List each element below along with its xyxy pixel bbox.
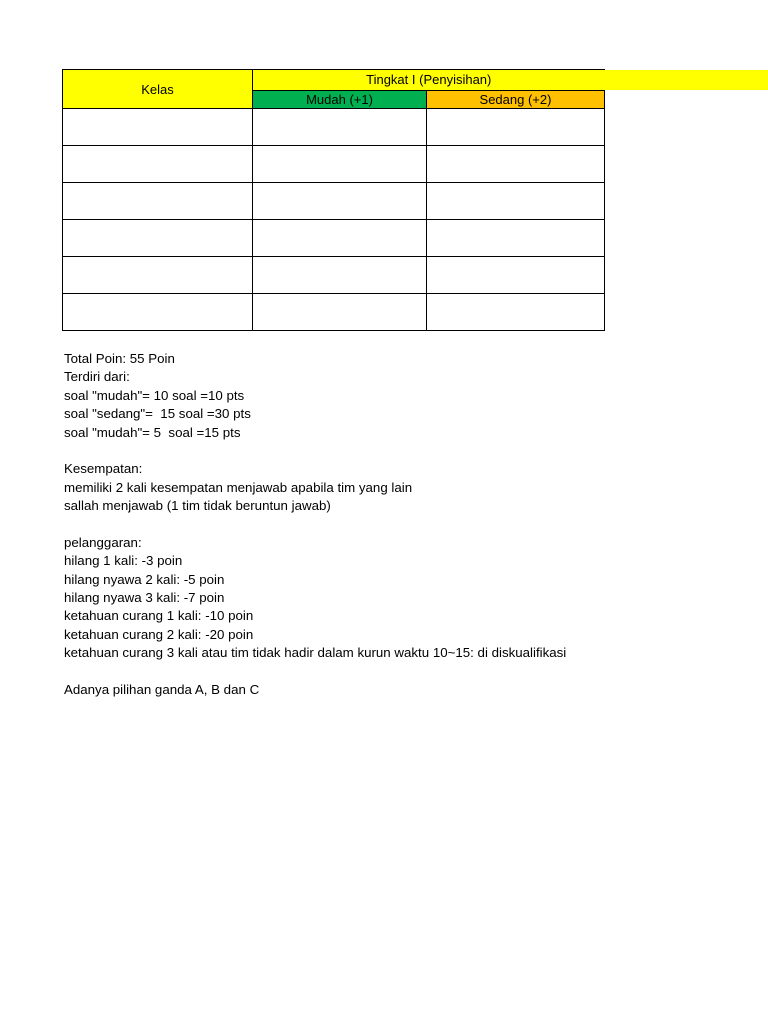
note-line: hilang 1 kali: -3 poin [64, 553, 183, 569]
note-line: Terdiri dari: [64, 369, 130, 385]
cell-sedang [427, 294, 605, 331]
cell-sedang [427, 146, 605, 183]
note-line: soal "mudah"= 10 soal =10 pts [64, 387, 245, 403]
table-row [63, 146, 605, 183]
note-line: hilang nyawa 3 kali: -7 poin [64, 590, 225, 606]
score-table [62, 69, 605, 331]
note-line: pelanggaran: [64, 534, 142, 550]
header-sedang: Sedang (+2) [427, 90, 605, 108]
table-header-row [63, 70, 605, 91]
table-row [63, 220, 605, 257]
header-tingkat: Tingkat I (Penyisihan) [253, 70, 605, 91]
header-highlight-band [605, 70, 768, 90]
cell-sedang [427, 109, 605, 146]
blank-line [64, 516, 566, 534]
note-line: ketahuan curang 2 kali: -20 poin [64, 626, 254, 642]
cell-sedang [427, 220, 605, 257]
header-mudah: Mudah (+1) [253, 90, 427, 108]
header-kelas: Kelas [63, 70, 253, 109]
cell-mudah [253, 183, 427, 220]
cell-mudah [253, 109, 427, 146]
cell-kelas [63, 294, 253, 331]
note-line: hilang nyawa 2 kali: -5 poin [64, 571, 225, 587]
blank-line [64, 663, 566, 681]
notes-section [64, 350, 566, 699]
cell-mudah [253, 146, 427, 183]
cell-kelas [63, 257, 253, 294]
cell-kelas [63, 109, 253, 146]
note-line: ketahuan curang 3 kali atau tim tidak hadir dalam kurun waktu 10~15: di diskualifikasi [64, 645, 567, 661]
table-row [63, 183, 605, 220]
cell-sedang [427, 257, 605, 294]
cell-mudah [253, 257, 427, 294]
note-line: memiliki 2 kali kesempatan menjawab apabila tim yang lain [64, 479, 413, 495]
cell-mudah [253, 294, 427, 331]
note-line: sallah menjawab (1 tim tidak beruntun jawab) [64, 498, 331, 514]
cell-sedang [427, 183, 605, 220]
cell-kelas [63, 220, 253, 257]
cell-kelas [63, 183, 253, 220]
cell-mudah [253, 220, 427, 257]
note-line: Kesempatan: [64, 461, 143, 477]
note-line: Total Poin: 55 Poin [64, 351, 175, 366]
note-line: soal "mudah"= 5 soal =15 pts [64, 424, 241, 440]
table-row [63, 294, 605, 331]
note-line: soal "sedang"= 15 soal =30 pts [64, 406, 251, 422]
note-line: ketahuan curang 1 kali: -10 poin [64, 608, 254, 624]
table-row [63, 257, 605, 294]
table-row [63, 109, 605, 146]
note-line: Adanya pilihan ganda A, B dan C [64, 682, 260, 698]
blank-line [64, 442, 566, 460]
cell-kelas [63, 146, 253, 183]
